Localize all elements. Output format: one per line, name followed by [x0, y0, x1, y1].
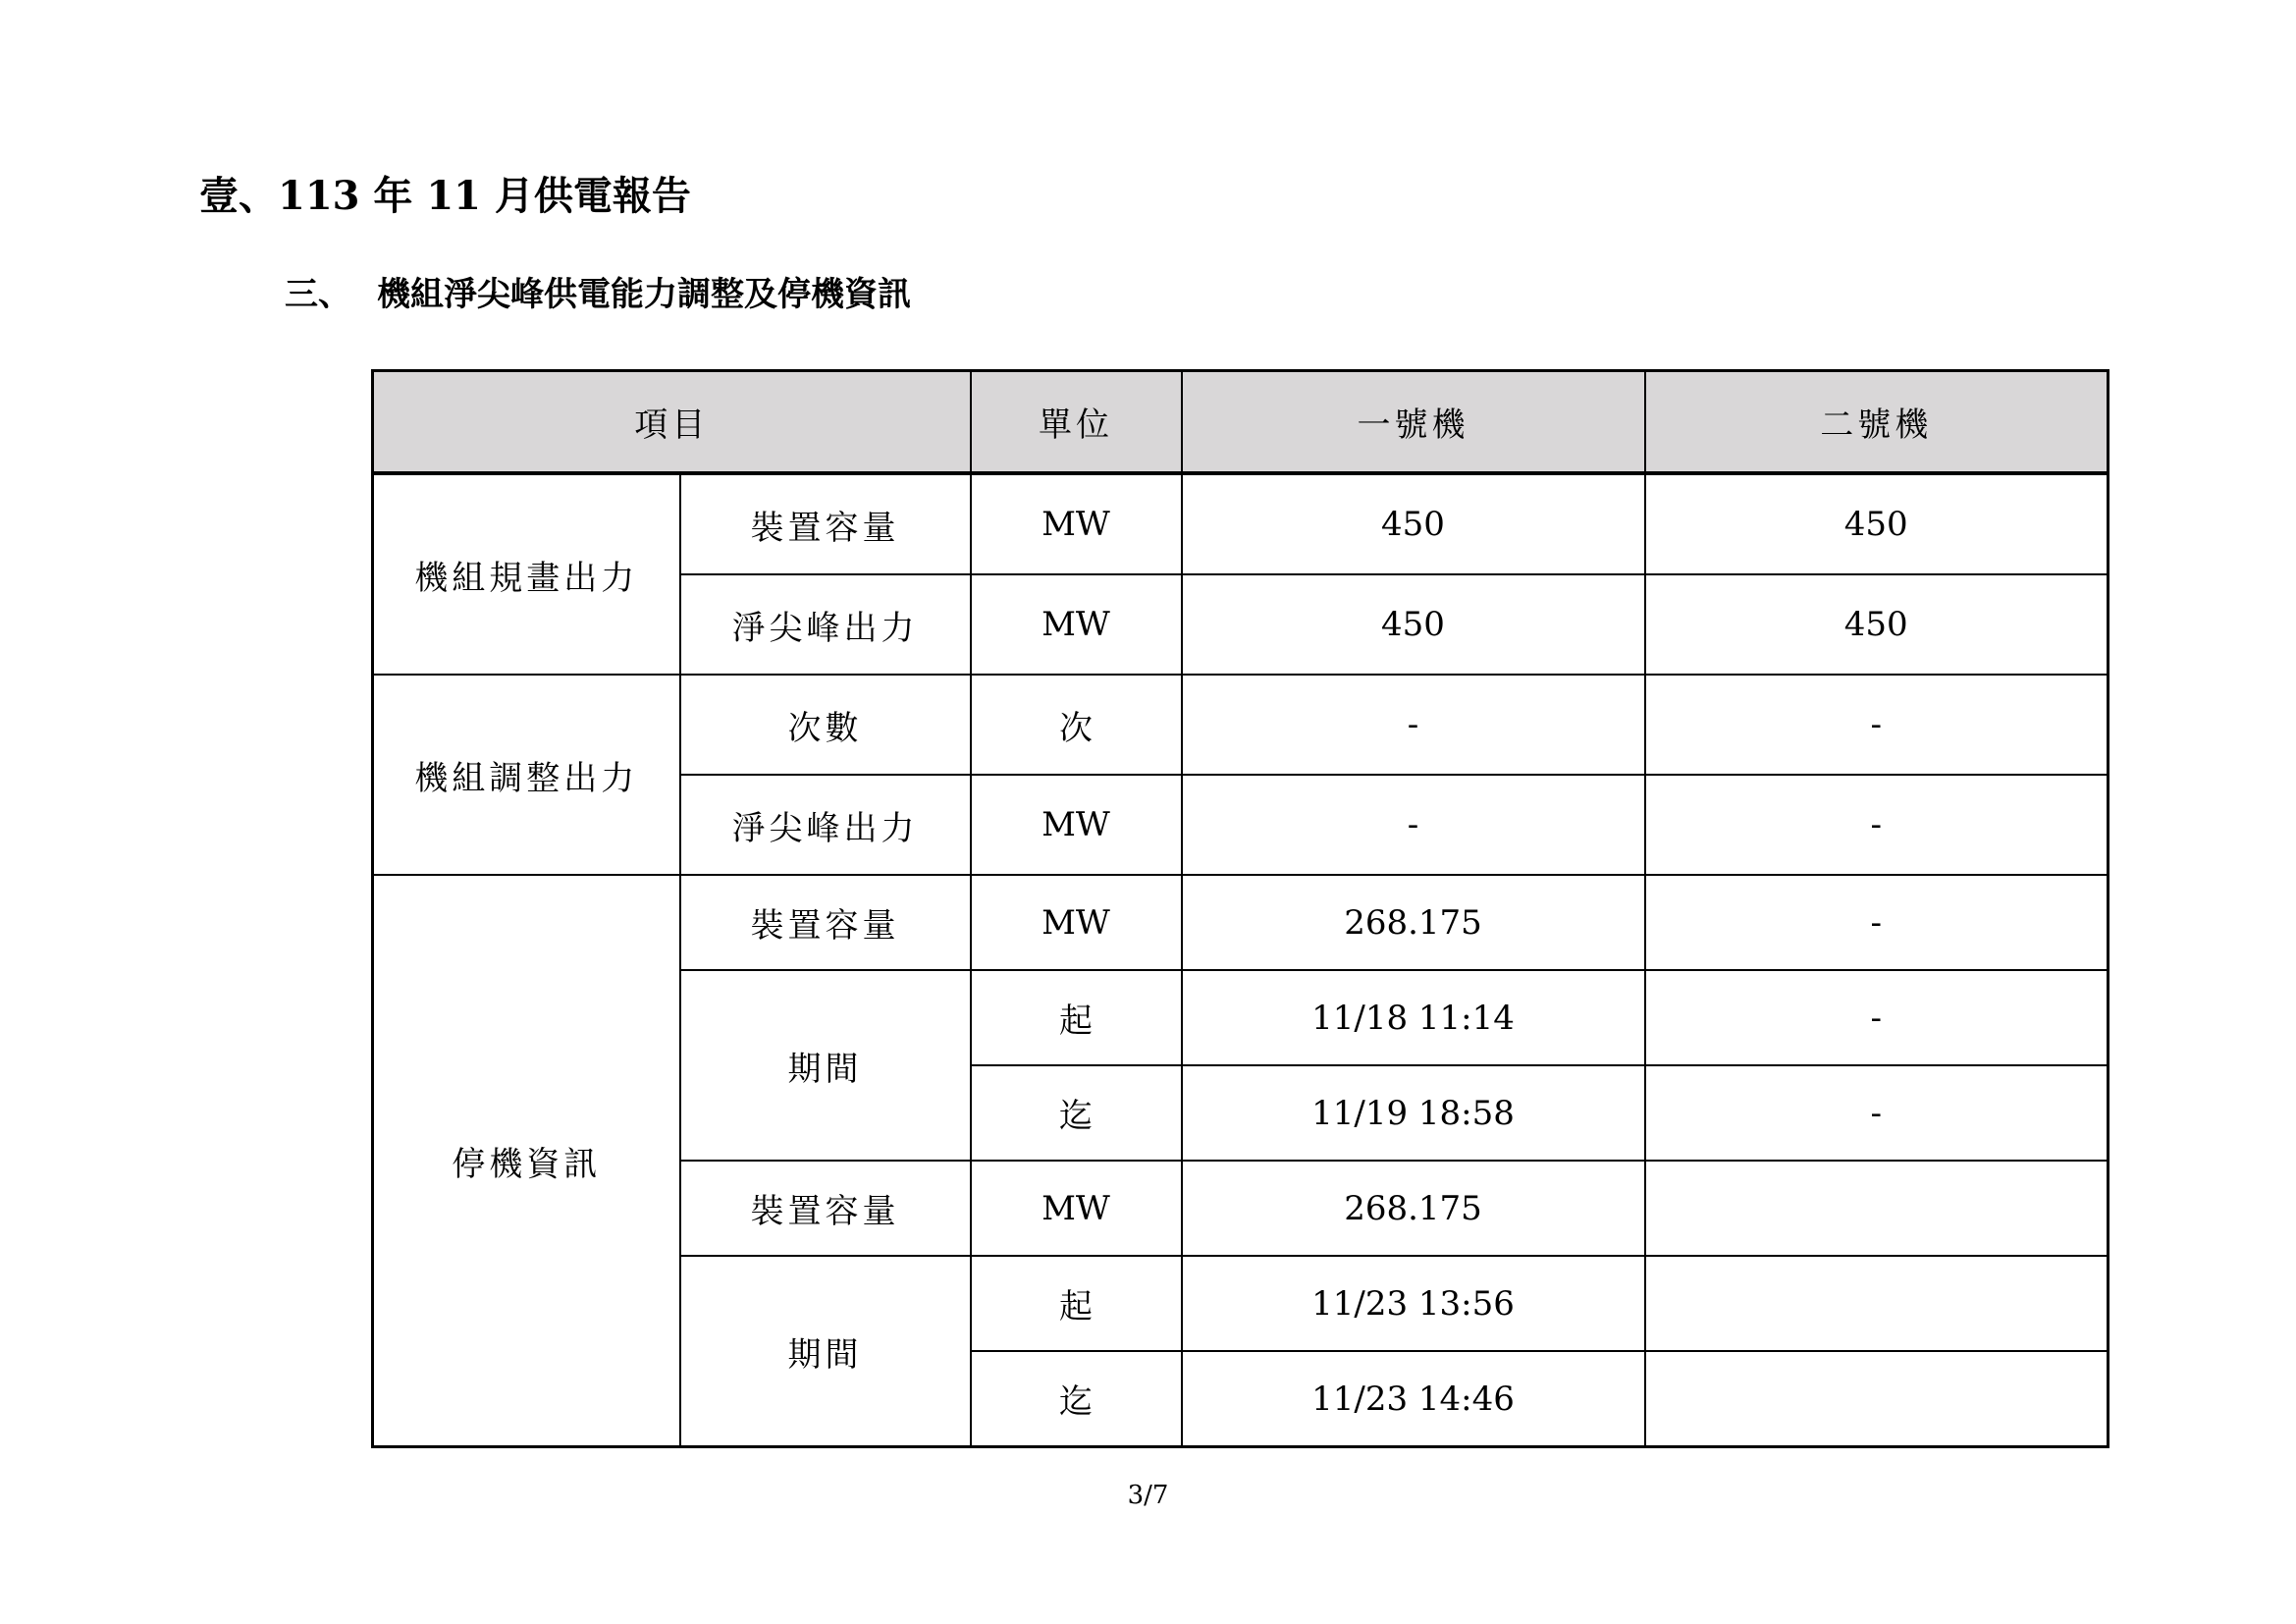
unit2-value: -: [1645, 675, 2109, 775]
end-label: 迄: [971, 1065, 1182, 1161]
start-label: 起: [971, 970, 1182, 1065]
unit1-value: 11/23 13:56: [1182, 1256, 1645, 1351]
table-row: [373, 875, 2109, 970]
header-unit2: 二號機: [1645, 371, 2109, 474]
outage-info-table: [371, 369, 2109, 1448]
item-cell: 裝置容量: [680, 1161, 971, 1256]
unit1-value: 450: [1182, 574, 1645, 675]
unit1-value: 268.175: [1182, 875, 1645, 970]
unit2-value: -: [1645, 1065, 2109, 1161]
unit-cell: MW: [971, 875, 1182, 970]
period-label: 期間: [680, 1256, 971, 1447]
item-cell: 裝置容量: [680, 875, 971, 970]
table-row: [373, 675, 2109, 775]
unit1-value: -: [1182, 675, 1645, 775]
section-number: 三、: [285, 275, 351, 314]
group-label-planned: 機組規畫出力: [373, 473, 680, 675]
section-heading: [285, 267, 911, 322]
header-item: 項目: [373, 371, 971, 474]
unit1-value: 268.175: [1182, 1161, 1645, 1256]
item-cell: 淨尖峰出力: [680, 574, 971, 675]
group-label-adjusted: 機組調整出力: [373, 675, 680, 875]
unit-cell: MW: [971, 775, 1182, 875]
page-number: 3/7: [1127, 1481, 1169, 1510]
item-cell: 淨尖峰出力: [680, 775, 971, 875]
unit-cell: MW: [971, 574, 1182, 675]
unit2-value: -: [1645, 875, 2109, 970]
group-label-outage: 停機資訊: [373, 875, 680, 1447]
header-unit1: 一號機: [1182, 371, 1645, 474]
unit2-value: 450: [1645, 574, 2109, 675]
unit2-value: 450: [1645, 473, 2109, 574]
unit1-value: 11/18 11:14: [1182, 970, 1645, 1065]
unit2-value: -: [1645, 775, 2109, 875]
unit-cell: MW: [971, 1161, 1182, 1256]
unit1-value: 11/23 14:46: [1182, 1351, 1645, 1447]
end-label: 迄: [971, 1351, 1182, 1447]
item-cell: 次數: [680, 675, 971, 775]
unit2-value: [1645, 1161, 2109, 1256]
unit2-value: [1645, 1351, 2109, 1447]
unit1-value: 11/19 18:58: [1182, 1065, 1645, 1161]
page-title: 壹、113 年 11 月供電報告: [199, 173, 691, 219]
unit1-value: -: [1182, 775, 1645, 875]
section-title: 機組淨尖峰供電能力調整及停機資訊: [377, 275, 911, 314]
unit2-value: -: [1645, 970, 2109, 1065]
unit2-value: [1645, 1256, 2109, 1351]
period-label: 期間: [680, 970, 971, 1161]
start-label: 起: [971, 1256, 1182, 1351]
header-unit: 單位: [971, 371, 1182, 474]
table-header-row: [373, 371, 2109, 474]
unit1-value: 450: [1182, 473, 1645, 574]
unit-cell: 次: [971, 675, 1182, 775]
table-row: [373, 473, 2109, 574]
item-cell: 裝置容量: [680, 473, 971, 574]
unit-cell: MW: [971, 473, 1182, 574]
